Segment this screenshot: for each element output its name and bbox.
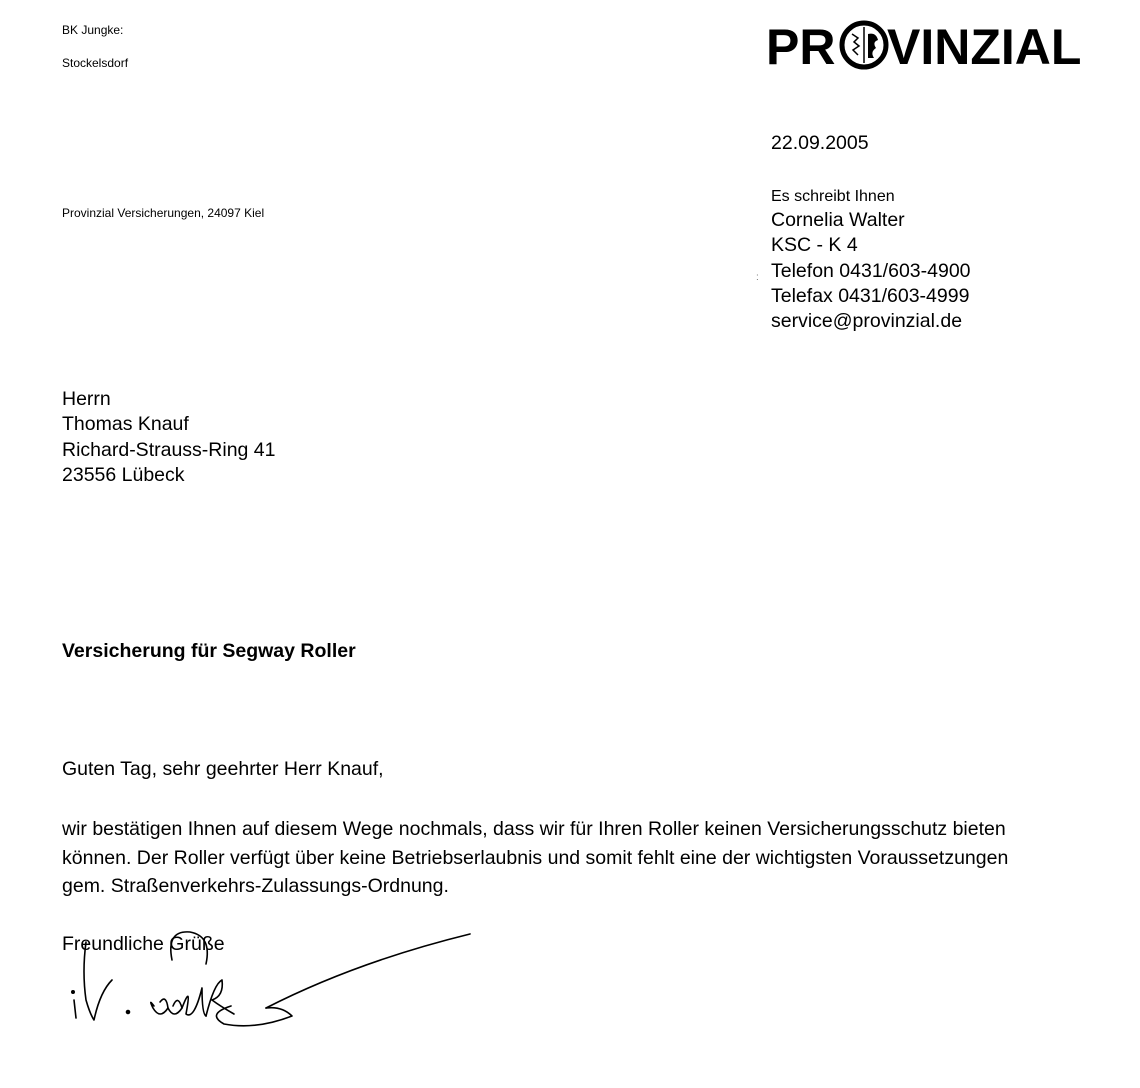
letter-subject: Versicherung für Segway Roller bbox=[62, 640, 356, 662]
letter-date: 22.09.2005 bbox=[771, 132, 869, 154]
return-address: Provinzial Versicherungen, 24097 Kiel bbox=[62, 206, 265, 220]
recipient-name: Thomas Knauf bbox=[62, 413, 189, 436]
sender-line-2: Stockelsdorf bbox=[62, 56, 129, 70]
fold-mark: : bbox=[756, 272, 759, 283]
contact-department: KSC - K 4 bbox=[771, 234, 858, 257]
contact-block bbox=[771, 186, 971, 334]
contact-fax: Telefax 0431/603-4999 bbox=[771, 284, 970, 307]
logo-text-left: PR bbox=[766, 19, 836, 74]
body-line-1: wir bestätigen Ihnen auf diesem Wege nochmals, dass wir für Ihren Roller keinen Versicherungsschutz bieten bbox=[62, 818, 1006, 840]
closing: Freundliche Grüße bbox=[62, 933, 225, 955]
sender-line-1: BK Jungke: bbox=[62, 23, 124, 37]
body-line-2: können. Der Roller verfügt über keine Betriebserlaubnis und somit fehlt eine der wichtigsten Voraussetzungen bbox=[62, 846, 1009, 869]
recipient-address bbox=[62, 387, 276, 488]
contact-phone: Telefon 0431/603-4900 bbox=[771, 259, 971, 282]
contact-intro: Es schreibt Ihnen bbox=[771, 188, 895, 205]
recipient-salutation: Herrn bbox=[62, 388, 111, 410]
provinzial-logo bbox=[766, 12, 1096, 74]
greeting: Guten Tag, sehr geehrter Herr Knauf, bbox=[62, 758, 384, 780]
logo-text-right: VINZIAL bbox=[887, 19, 1082, 74]
recipient-city: 23556 Lübeck bbox=[62, 463, 185, 486]
contact-name: Cornelia Walter bbox=[771, 209, 905, 231]
sender-block bbox=[62, 14, 128, 80]
body-line-3: gem. Straßenverkehrs-Zulassungs-Ordnung. bbox=[62, 875, 449, 897]
handwritten-signature bbox=[56, 922, 486, 1032]
recipient-street: Richard-Strauss-Ring 41 bbox=[62, 438, 276, 461]
contact-email: service@provinzial.de bbox=[771, 310, 963, 333]
coat-of-arms-icon bbox=[842, 23, 886, 67]
body-paragraph bbox=[62, 815, 1008, 901]
